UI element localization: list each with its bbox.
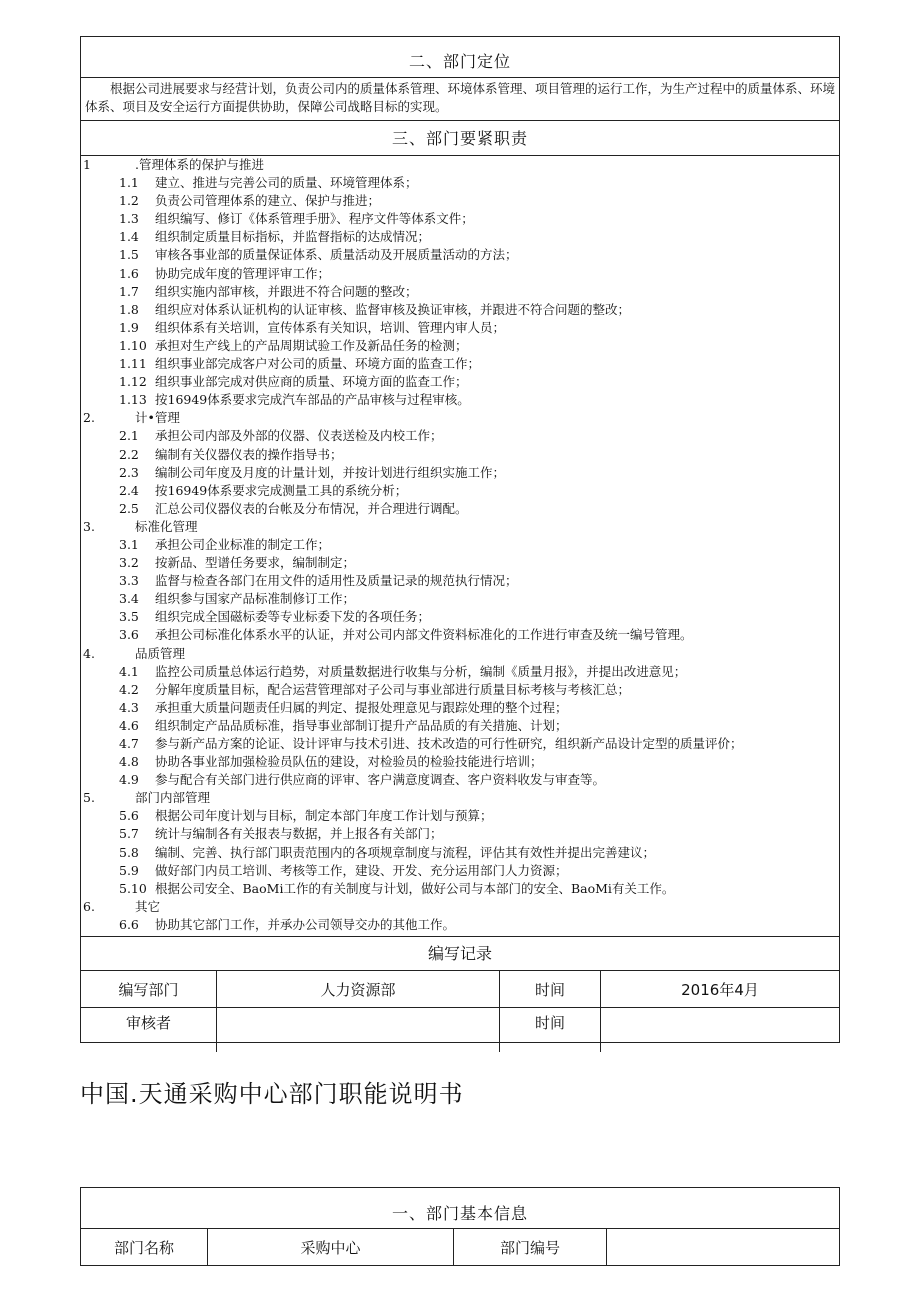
author-dept-label: 编写部门 bbox=[81, 971, 217, 1008]
duty-number: 1.4 bbox=[119, 229, 139, 245]
duty-number: 3.2 bbox=[119, 555, 139, 571]
category-label: 品质管理 bbox=[135, 645, 186, 661]
duty-item bbox=[81, 771, 839, 789]
duty-number: 1.11 bbox=[119, 356, 147, 372]
duty-item bbox=[81, 228, 839, 246]
category-label: 标准化管理 bbox=[135, 518, 198, 534]
duty-item bbox=[81, 626, 839, 644]
duty-item bbox=[81, 464, 839, 482]
review-time-label: 时间 bbox=[500, 1008, 601, 1053]
duty-number: 2.2 bbox=[119, 446, 139, 462]
duty-text: 编制、完善、执行部门职责范围内的各项规章制度与流程，评估其有效性并提出完善建议； bbox=[155, 844, 656, 860]
category-label: 其它 bbox=[135, 898, 161, 914]
dept-name-label: 部门名称 bbox=[81, 1229, 208, 1265]
duty-number: 5.8 bbox=[119, 844, 139, 860]
duty-text: 组织应对体系认证机构的认证审核、监督审核及换证审核，并跟进不符合问题的整改； bbox=[155, 301, 631, 317]
basic-info-form bbox=[80, 1187, 840, 1266]
duty-number: 3.1 bbox=[119, 536, 139, 552]
duty-number: 4.6 bbox=[119, 717, 139, 733]
duty-text: 参与新产品方案的论证、设计评审与技术引进、技术改造的可行性研究，组织新产品设计定型的质量评价； bbox=[155, 736, 743, 751]
duty-category bbox=[81, 518, 839, 536]
duty-number: 1.13 bbox=[119, 392, 147, 408]
duty-number: 6.6 bbox=[119, 916, 139, 932]
duty-item bbox=[81, 446, 839, 464]
duty-number: 2.3 bbox=[119, 464, 139, 480]
duty-item bbox=[81, 265, 839, 283]
duty-item bbox=[81, 590, 839, 608]
duty-number: 1.12 bbox=[119, 374, 147, 390]
duty-text: 根据公司安全、BaoMi工作的有关制度与计划，做好公司与本部门的安全、BaoMi有关工作。 bbox=[155, 880, 675, 896]
duty-text: 组织事业部完成客户对公司的质量、环境方面的监查工作； bbox=[155, 356, 481, 372]
duty-number: 4.8 bbox=[119, 754, 139, 770]
category-label: 计•管理 bbox=[135, 410, 180, 426]
duty-number: 1.1 bbox=[119, 175, 139, 191]
duty-number: 2.5 bbox=[119, 500, 139, 516]
duty-text: 监督与检查各部门在用文件的适用性及质量记录的规范执行情况； bbox=[155, 573, 518, 589]
duty-number: 1.5 bbox=[119, 247, 139, 263]
duty-number: 2.1 bbox=[119, 428, 139, 444]
category-number: 4. bbox=[83, 645, 95, 661]
duty-item bbox=[81, 337, 839, 355]
duty-number: 3.5 bbox=[119, 609, 139, 625]
duty-text: 承担公司标准化体系水平的认证，并对公司内部文件资料标准化的工作进行审查及统一编号管理。 bbox=[155, 627, 693, 643]
main-form bbox=[80, 36, 840, 1043]
duty-item bbox=[81, 753, 839, 771]
basic-info-title: 一、部门基本信息 bbox=[81, 1188, 839, 1229]
duty-number: 4.1 bbox=[119, 663, 139, 679]
duty-item bbox=[81, 554, 839, 572]
category-number: 2. bbox=[83, 410, 95, 426]
duty-item bbox=[81, 192, 839, 210]
duty-item bbox=[81, 355, 839, 373]
duty-number: 1.8 bbox=[119, 301, 139, 317]
duty-item bbox=[81, 663, 839, 681]
duty-text: 组织编写、修订《体系管理手册》、程序文件等体系文件； bbox=[155, 211, 474, 227]
duty-text: 协助其它部门工作，并承办公司领导交办的其他工作。 bbox=[155, 916, 456, 932]
duty-number: 5.6 bbox=[119, 808, 139, 824]
duty-text: 组织参与国家产品标准制修订工作； bbox=[155, 591, 356, 607]
category-label: 部门内部管理 bbox=[135, 790, 211, 806]
author-dept-value: 人力资源部 bbox=[217, 971, 500, 1008]
duty-text: 承担重大质量问题责任归属的判定、提报处理意见与跟踪处理的整个过程； bbox=[155, 699, 568, 715]
dept-name-value: 采购中心 bbox=[208, 1229, 454, 1265]
duty-text: 协助各事业部加强检验员队伍的建设，对检验员的检验技能进行培训； bbox=[155, 754, 543, 770]
time-label: 时间 bbox=[500, 971, 601, 1008]
duty-text: 统计与编制各有关报表与数据，并上报各有关部门； bbox=[155, 826, 443, 842]
category-number: 6. bbox=[83, 898, 95, 914]
duty-number: 4.3 bbox=[119, 699, 139, 715]
duty-item bbox=[81, 880, 839, 898]
duty-text: 组织体系有关培训，宣传体系有关知识，培训、管理内审人员； bbox=[155, 319, 506, 335]
duty-text: 根据公司年度计划与目标，制定本部门年度工作计划与预算； bbox=[155, 808, 493, 824]
duty-text: 组织事业部完成对供应商的质量、环境方面的监查工作； bbox=[155, 374, 468, 390]
duty-text: 编制公司年度及月度的计量计划，并按计划进行组织实施工作； bbox=[155, 464, 506, 480]
dept-code-value bbox=[607, 1229, 840, 1265]
duty-item bbox=[81, 482, 839, 500]
duty-item bbox=[81, 500, 839, 518]
duty-item bbox=[81, 807, 839, 825]
section-title-duties: 三、部门要紧职责 bbox=[81, 121, 839, 156]
duty-item bbox=[81, 319, 839, 337]
duty-item bbox=[81, 735, 839, 753]
duty-number: 3.4 bbox=[119, 591, 139, 607]
duty-text: 组织制定质量目标指标，并监督指标的达成情况； bbox=[155, 229, 431, 245]
duty-text: 协助完成年度的管理评审工作； bbox=[155, 265, 331, 281]
duty-text: 分解年度质量目标，配合运营管理部对子公司与事业部进行质量目标考核与考核汇总； bbox=[155, 681, 631, 697]
record-table bbox=[81, 971, 839, 1052]
duty-category bbox=[81, 789, 839, 807]
section-title-positioning: 二、部门定位 bbox=[81, 37, 839, 78]
duties-list bbox=[81, 156, 839, 936]
category-label: .管理体系的保护与推进 bbox=[135, 157, 264, 172]
duty-item bbox=[81, 210, 839, 228]
duty-item bbox=[81, 825, 839, 843]
duty-number: 1.7 bbox=[119, 283, 139, 299]
duty-item bbox=[81, 301, 839, 319]
duty-item bbox=[81, 844, 839, 862]
duty-category bbox=[81, 409, 839, 427]
duty-item bbox=[81, 572, 839, 590]
duty-number: 2.4 bbox=[119, 482, 139, 498]
duty-item bbox=[81, 608, 839, 626]
duty-text: 汇总公司仪器仪表的台帐及分布情况，并合理进行调配。 bbox=[155, 500, 468, 516]
duty-text: 负责公司管理体系的建立、保护与推进； bbox=[155, 193, 381, 209]
duty-item bbox=[81, 536, 839, 554]
duty-text: 按16949体系要求完成汽车部品的产品审核与过程审核。 bbox=[155, 392, 470, 408]
reviewer-value bbox=[217, 1008, 500, 1053]
duty-number: 4.2 bbox=[119, 681, 139, 697]
duty-number: 5.9 bbox=[119, 862, 139, 878]
duty-text: 做好部门内员工培训、考核等工作，建设、开发、充分运用部门人力资源； bbox=[155, 862, 568, 878]
duty-item bbox=[81, 246, 839, 264]
duty-number: 1.3 bbox=[119, 211, 139, 227]
duty-text: 承担对生产线上的产品周期试验工作及新品任务的检测； bbox=[155, 337, 468, 353]
duty-number: 1.10 bbox=[119, 337, 147, 353]
dept-code-label: 部门编号 bbox=[454, 1229, 607, 1265]
duty-text: 组织完成全国磁标委等专业标委下发的各项任务； bbox=[155, 609, 431, 625]
duty-item bbox=[81, 681, 839, 699]
time-value: 2016年4月 bbox=[601, 971, 840, 1008]
duty-text: 承担公司内部及外部的仪器、仪表送检及内校工作； bbox=[155, 428, 443, 444]
duty-item bbox=[81, 916, 839, 934]
duty-number: 1.9 bbox=[119, 319, 139, 335]
duty-number: 5.10 bbox=[119, 880, 147, 896]
review-time-value bbox=[601, 1008, 840, 1053]
duty-number: 3.6 bbox=[119, 627, 139, 643]
duty-item bbox=[81, 174, 839, 192]
duty-item bbox=[81, 699, 839, 717]
duty-number: 5.7 bbox=[119, 826, 139, 842]
duty-item bbox=[81, 862, 839, 880]
document-title: 中国.天通采购中心部门职能说明书 bbox=[80, 1080, 464, 1108]
duty-item bbox=[81, 717, 839, 735]
duty-number: 1.2 bbox=[119, 193, 139, 209]
basic-info-table bbox=[81, 1229, 839, 1265]
duty-item bbox=[81, 283, 839, 301]
duty-number: 4.7 bbox=[119, 736, 139, 751]
category-number: 1 bbox=[83, 157, 91, 172]
duty-item bbox=[81, 391, 839, 409]
duty-text: 承担公司企业标准的制定工作； bbox=[155, 536, 331, 552]
category-number: 5. bbox=[83, 790, 95, 806]
duty-text: 按16949体系要求完成测量工具的系统分析； bbox=[155, 482, 408, 498]
duty-category bbox=[81, 645, 839, 663]
category-number: 3. bbox=[83, 518, 95, 534]
duty-number: 1.6 bbox=[119, 265, 139, 281]
duty-category bbox=[81, 156, 839, 174]
duty-item bbox=[81, 373, 839, 391]
reviewer-label: 审核者 bbox=[81, 1008, 217, 1053]
duty-item bbox=[81, 427, 839, 445]
record-title: 编写记录 bbox=[81, 936, 839, 971]
duty-text: 编制有关仪器仪表的操作指导书； bbox=[155, 446, 343, 462]
duty-text: 组织制定产品品质标准，指导事业部制订提升产品品质的有关措施、计划； bbox=[155, 717, 568, 733]
duty-number: 4.9 bbox=[119, 772, 139, 788]
duty-text: 监控公司质量总体运行趋势，对质量数据进行收集与分析，编制《质量月报》，并提出改进意见； bbox=[155, 663, 687, 679]
duty-text: 审核各事业部的质量保证体系、质量活动及开展质量活动的方法； bbox=[155, 247, 518, 263]
duty-text: 参与配合有关部门进行供应商的评审、客户满意度调查、客户资料收发与审查等。 bbox=[155, 772, 606, 788]
duty-number: 3.3 bbox=[119, 573, 139, 589]
duty-text: 建立、推进与完善公司的质量、环境管理体系； bbox=[155, 175, 418, 191]
positioning-text: 根据公司进展要求与经营计划，负责公司内的质量体系管理、环境体系管理、项目管理的运行工作，为生产过程中的质量体系、环境体系、项目及安全运行方面提供协助，保障公司战略目标的实现。 bbox=[81, 78, 839, 121]
duty-category bbox=[81, 898, 839, 916]
duty-text: 组织实施内部审核，并跟进不符合问题的整改； bbox=[155, 283, 418, 299]
duty-text: 按新品、型谱任务要求，编制制定； bbox=[155, 555, 356, 571]
